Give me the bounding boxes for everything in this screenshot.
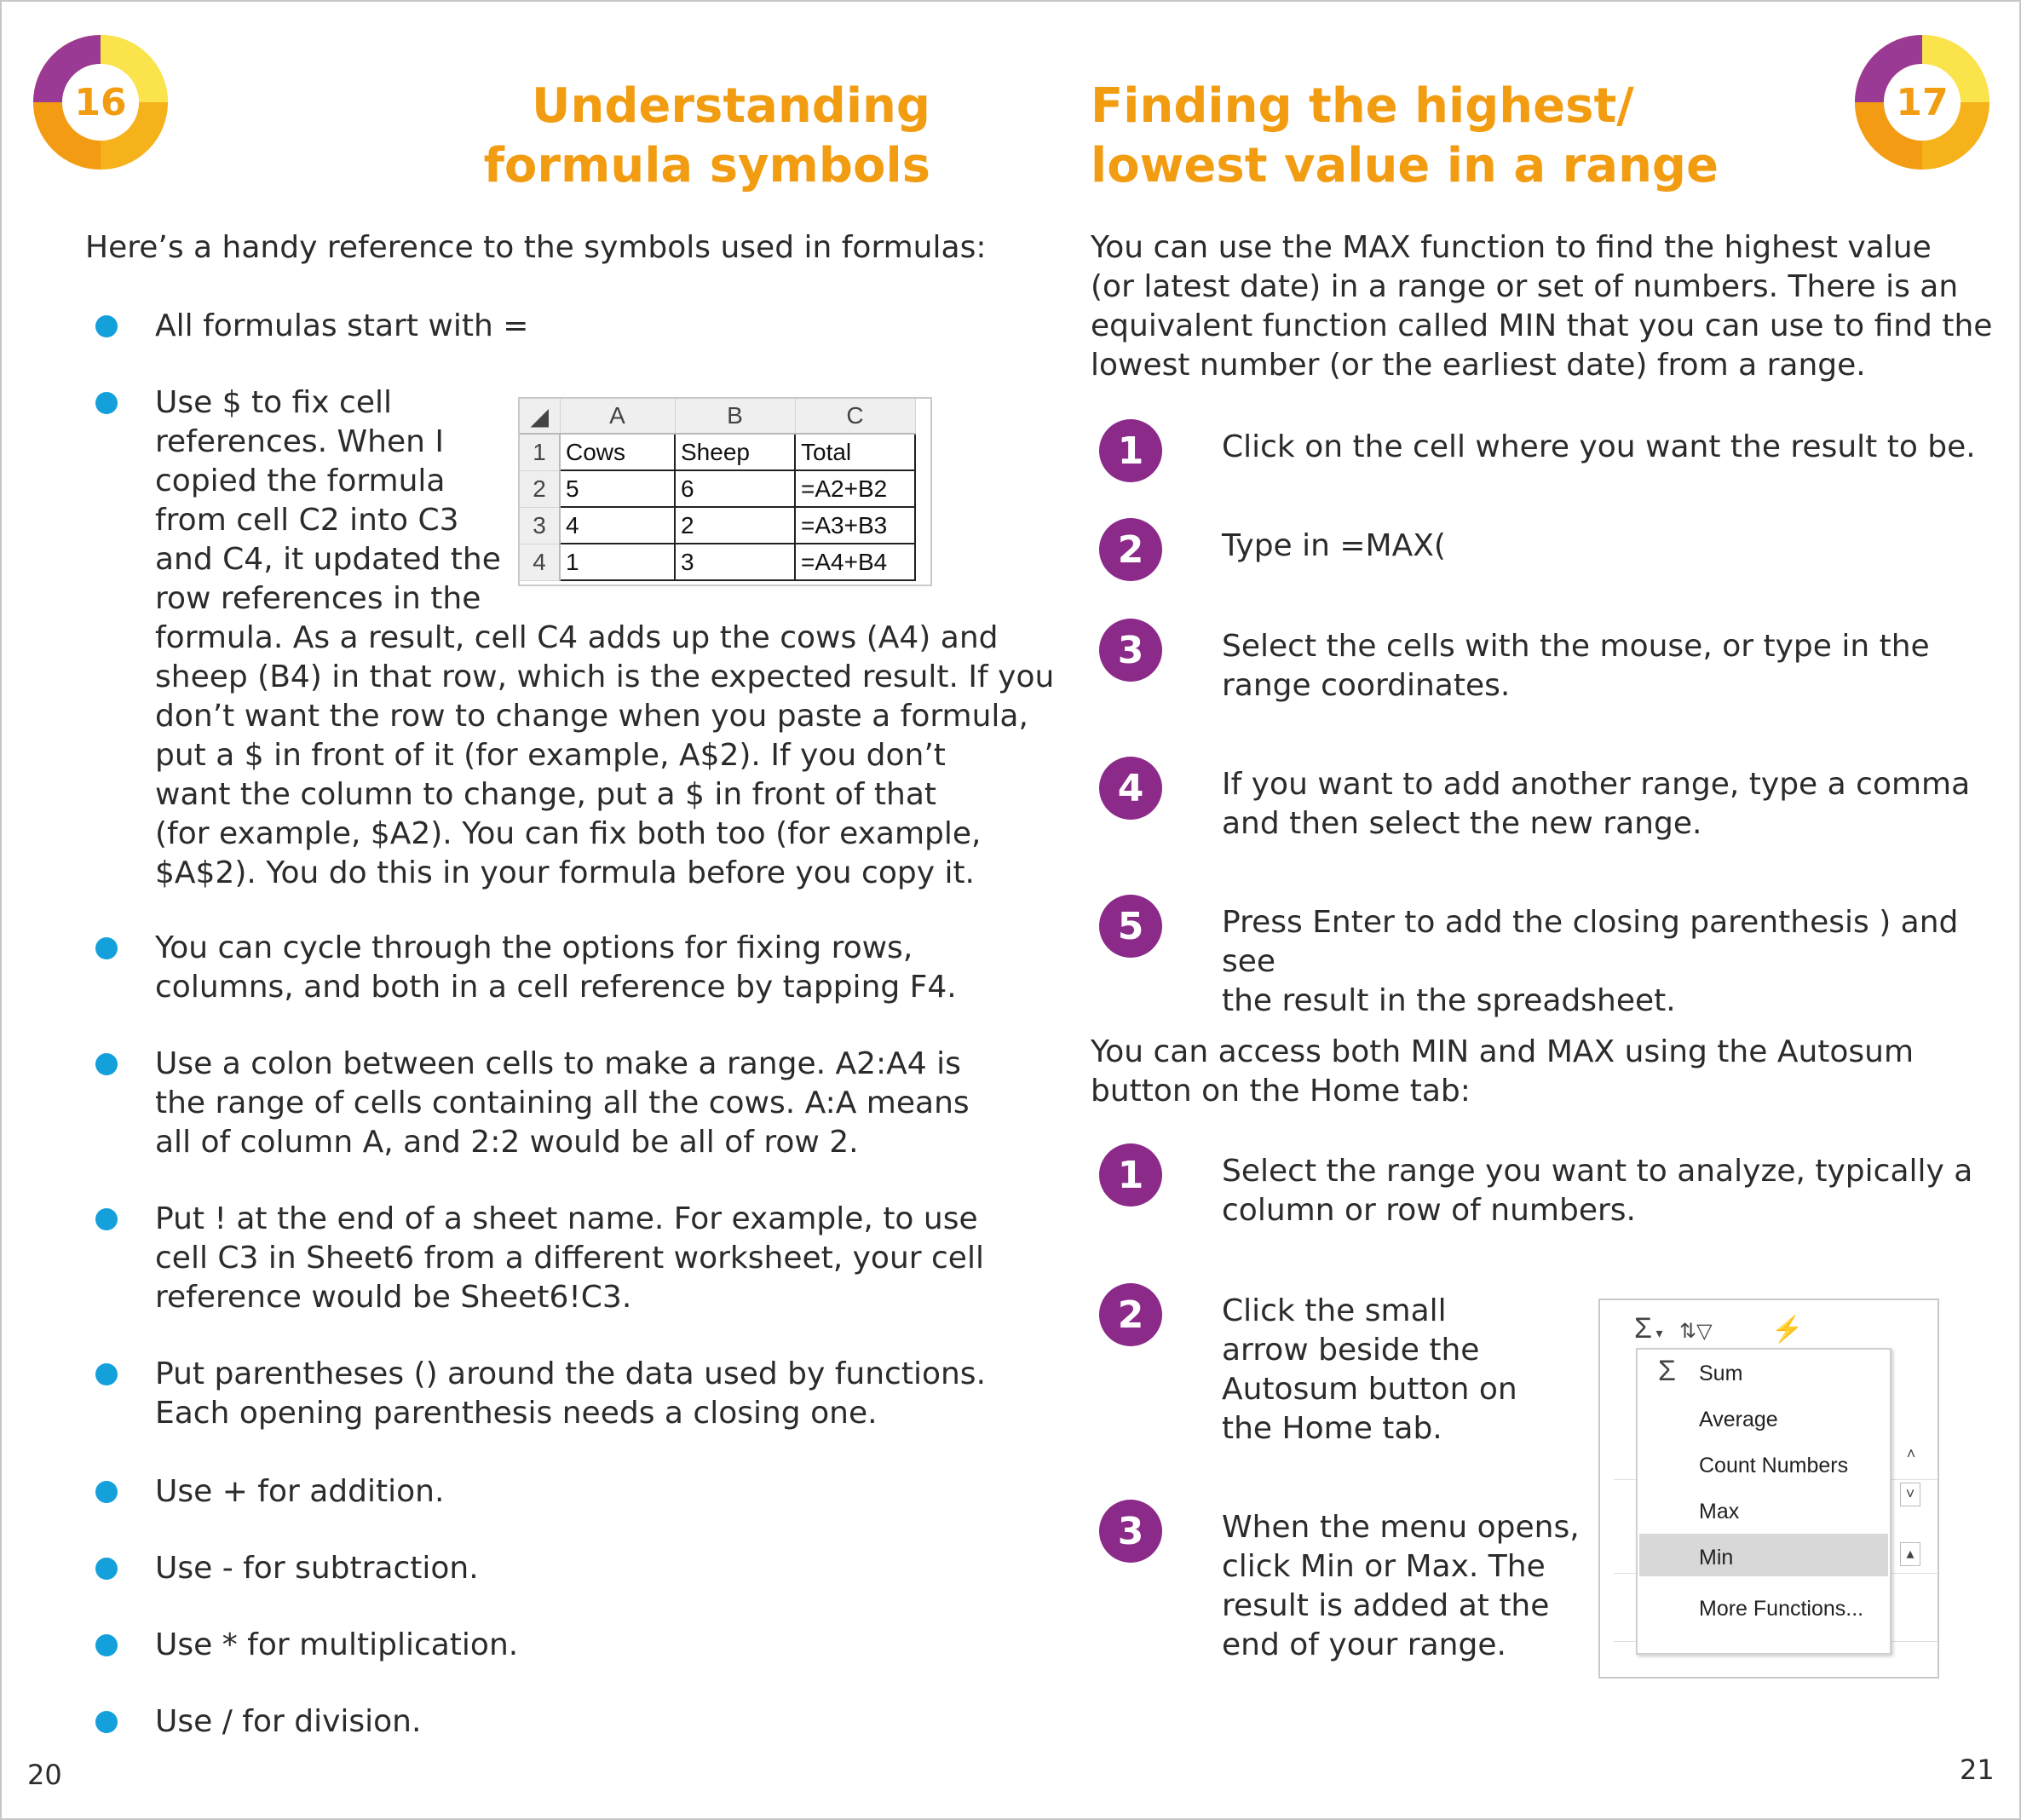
step-line: Press Enter to add the closing parenthesis ) and see: [1222, 905, 1959, 979]
sheet-cell: =A4+B4: [795, 544, 915, 580]
title-line: Finding the highest/: [1091, 78, 1634, 134]
step-line: Autosum button on: [1222, 1372, 1517, 1407]
sheet-cell: Cows: [560, 434, 675, 470]
sheet-cell: 1: [560, 544, 675, 580]
bullet-line: Use a colon between cells to make a range. A2:A4 is: [155, 1046, 961, 1081]
page-number-left: 20: [27, 1759, 62, 1791]
bullet-line: Put ! at the end of a sheet name. For example, to use: [155, 1201, 978, 1236]
step-number: 3: [1099, 1500, 1162, 1563]
step-number: 2: [1099, 1283, 1162, 1346]
step-line: result is added at the: [1222, 1588, 1550, 1623]
autosum-menu-screenshot: [1598, 1299, 1939, 1679]
intro-line: lowest number (or the earliest date) from a range.: [1091, 348, 1866, 383]
autosum-dropdown: [1636, 1348, 1891, 1655]
row-header: 4: [520, 544, 560, 580]
step-line: column or row of numbers.: [1222, 1193, 1636, 1228]
step-text: [1222, 903, 2021, 1021]
bullet-line: sheep (B4) in that row, which is the expected result. If you: [155, 659, 1055, 694]
flash-fill-icon: ⚡: [1771, 1316, 1804, 1344]
right-page-title: [1091, 77, 1943, 196]
bullet-text: [155, 1626, 518, 1665]
row-header: 3: [520, 507, 560, 544]
bullet-line: Use / for division.: [155, 1704, 422, 1739]
bullet-dot: [95, 1558, 118, 1580]
bullet-line: (for example, $A2). You can fix both too (for example,: [155, 816, 982, 851]
bullet-line: want the column to change, put a $ in front of that: [155, 777, 936, 812]
bullet-text: [155, 1472, 444, 1512]
intro-line: (or latest date) in a range or set of numbers. There is an: [1091, 269, 1959, 304]
step-text: [1222, 527, 1446, 566]
step-text: [1222, 627, 1930, 706]
sheet-cell: 6: [675, 470, 795, 507]
menu-highlight: [1639, 1534, 1888, 1576]
left-page-title: [164, 77, 930, 196]
bullet-line: You can cycle through the options for fixing rows,: [155, 930, 913, 965]
step-text: [1222, 1508, 1580, 1665]
col-header: A: [560, 399, 675, 434]
sheet-cell: 2: [675, 507, 795, 544]
badge-number: 16: [74, 80, 127, 124]
badge-number: 17: [1896, 80, 1949, 124]
bullet-text: [155, 1045, 970, 1162]
step-text: [1222, 1152, 1972, 1230]
bullet-line: from cell C2 into C3: [155, 503, 459, 538]
autosum-ribbon: [1634, 1312, 1803, 1345]
sheet-cell: Total: [795, 434, 915, 470]
bullet-line: columns, and both in a cell reference by tapping F4.: [155, 970, 957, 1005]
title-line: lowest value in a range: [1091, 138, 1719, 193]
step-line: Select the range you want to analyze, typically a: [1222, 1154, 1973, 1189]
menu-item-max[interactable]: Max: [1699, 1500, 1740, 1523]
corner-cell: ◢: [520, 399, 560, 434]
bullet-line: put a $ in front of it (for example, A$2). If you don’t: [155, 738, 946, 773]
sort-filter-icon: ⇅▽: [1678, 1320, 1713, 1343]
title-line: Understanding: [531, 78, 930, 134]
step-line: arrow beside the: [1222, 1333, 1480, 1368]
bullet-text: [155, 1355, 986, 1433]
sheet-cell: 3: [675, 544, 795, 580]
bullet-dot: [95, 315, 118, 337]
step-line: If you want to add another range, type a comma: [1222, 767, 1971, 802]
scroll-up-button-icon: ▴: [1900, 1542, 1920, 1566]
bullet-dot: [95, 1481, 118, 1503]
sheet-cell: =A2+B2: [795, 470, 915, 507]
left-intro: Here’s a handy reference to the symbols used in formulas:: [85, 230, 987, 265]
step-line: Click on the cell where you want the result to be.: [1222, 429, 1976, 464]
step-line: and then select the new range.: [1222, 806, 1702, 841]
dropdown-chevron-icon: ˅: [1900, 1483, 1920, 1506]
right-intro: [1091, 228, 1992, 385]
bullet-text: [155, 1549, 479, 1588]
col-header: B: [675, 399, 795, 434]
step-number: 5: [1099, 895, 1162, 958]
bullet-dot: [95, 937, 118, 959]
row-header: 2: [520, 470, 560, 507]
autosum-sigma-icon: Σ: [1634, 1312, 1653, 1345]
page-badge-left: [32, 34, 169, 170]
bullet-dot: [95, 1363, 118, 1385]
col-header: C: [795, 399, 915, 434]
step-line: click Min or Max. The: [1222, 1549, 1546, 1584]
step-number: 1: [1099, 419, 1162, 482]
step-number: 2: [1099, 518, 1162, 581]
sum-sigma-icon: Σ: [1658, 1355, 1677, 1387]
bullet-line: and C4, it updated the: [155, 542, 501, 577]
bullet-dot: [95, 1634, 118, 1656]
intro-line: equivalent function called MIN that you can use to find the: [1091, 308, 1993, 343]
intro-line: You can use the MAX function to find the highest value: [1091, 230, 1932, 265]
sheet-cell: 4: [560, 507, 675, 544]
bullet-text: [155, 1702, 421, 1742]
bullet-line: Use + for addition.: [155, 1474, 445, 1509]
scroll-up-icon: ˄: [1906, 1445, 1916, 1462]
step-line: the result in the spreadsheet.: [1222, 983, 1676, 1018]
page-number-right: 21: [1960, 1754, 1995, 1786]
bullet-line: formula. As a result, cell C4 adds up the cows (A4) and: [155, 620, 999, 655]
bullet-dot: [95, 1053, 118, 1075]
step-line: Click the small: [1222, 1293, 1447, 1328]
bullet-line: don’t want the row to change when you paste a formula,: [155, 699, 1028, 734]
title-line: formula symbols: [483, 138, 930, 193]
bullet-dot: [95, 392, 118, 414]
step-line: Type in =MAX(: [1222, 528, 1446, 563]
mid-line: You can access both MIN and MAX using the Autosum: [1091, 1034, 1914, 1069]
bullet-line: reference would be Sheet6!C3.: [155, 1280, 632, 1315]
right-mid-text: [1091, 1033, 1914, 1111]
bullet-dot: [95, 1208, 118, 1230]
step-number: 4: [1099, 757, 1162, 820]
menu-item-sum[interactable]: Sum: [1699, 1362, 1743, 1385]
menu-item-count-numbers[interactable]: Count Numbers: [1699, 1454, 1849, 1477]
bullet-line: the range of cells containing all the cows. A:A means: [155, 1086, 970, 1120]
step-number: 1: [1099, 1143, 1162, 1207]
step-text: [1222, 1292, 1517, 1449]
bullet-line: copied the formula: [155, 464, 446, 498]
bullet-line: Use - for subtraction.: [155, 1551, 479, 1586]
spreadsheet-example: [518, 397, 932, 586]
step-line: end of your range.: [1222, 1627, 1506, 1662]
bullet-line: Put parentheses () around the data used by functions.: [155, 1356, 987, 1391]
row-header: 1: [520, 434, 560, 470]
bullet-line: all of column A, and 2:2 would be all of row 2.: [155, 1125, 859, 1160]
step-line: When the menu opens,: [1222, 1510, 1580, 1545]
step-text: [1222, 428, 1976, 467]
step-line: range coordinates.: [1222, 668, 1511, 703]
menu-item-min[interactable]: Min: [1699, 1546, 1734, 1569]
menu-item-more-functions[interactable]: More Functions...: [1699, 1597, 1864, 1621]
mid-line: button on the Home tab:: [1091, 1074, 1471, 1109]
step-line: Select the cells with the mouse, or type in the: [1222, 629, 1930, 664]
bullet-line: Use $ to fix cell: [155, 385, 392, 420]
bullet-line: references. When I: [155, 424, 444, 459]
bullet-line: Use * for multiplication.: [155, 1627, 519, 1662]
step-text: [1222, 765, 1970, 844]
bullet-line: Each opening parenthesis needs a closing one.: [155, 1396, 878, 1431]
bullet-line: row references in the: [155, 581, 481, 616]
step-line: the Home tab.: [1222, 1411, 1442, 1446]
bullet-line: cell C3 in Sheet6 from a different worksheet, your cell: [155, 1241, 984, 1276]
bullet-text: [155, 307, 528, 346]
bullet-line: All formulas start with =: [155, 308, 529, 343]
bullet-text: [155, 929, 957, 1007]
bullet-line: $A$2). You do this in your formula before you copy it.: [155, 855, 975, 890]
sheet-cell: =A3+B3: [795, 507, 915, 544]
sheet-cell: 5: [560, 470, 675, 507]
bullet-text: [155, 1200, 984, 1317]
bullet-dot: [95, 1711, 118, 1733]
menu-item-average[interactable]: Average: [1699, 1408, 1778, 1431]
dropdown-arrow-icon: ▾: [1652, 1327, 1663, 1341]
step-number: 3: [1099, 619, 1162, 682]
sheet-cell: Sheep: [675, 434, 795, 470]
